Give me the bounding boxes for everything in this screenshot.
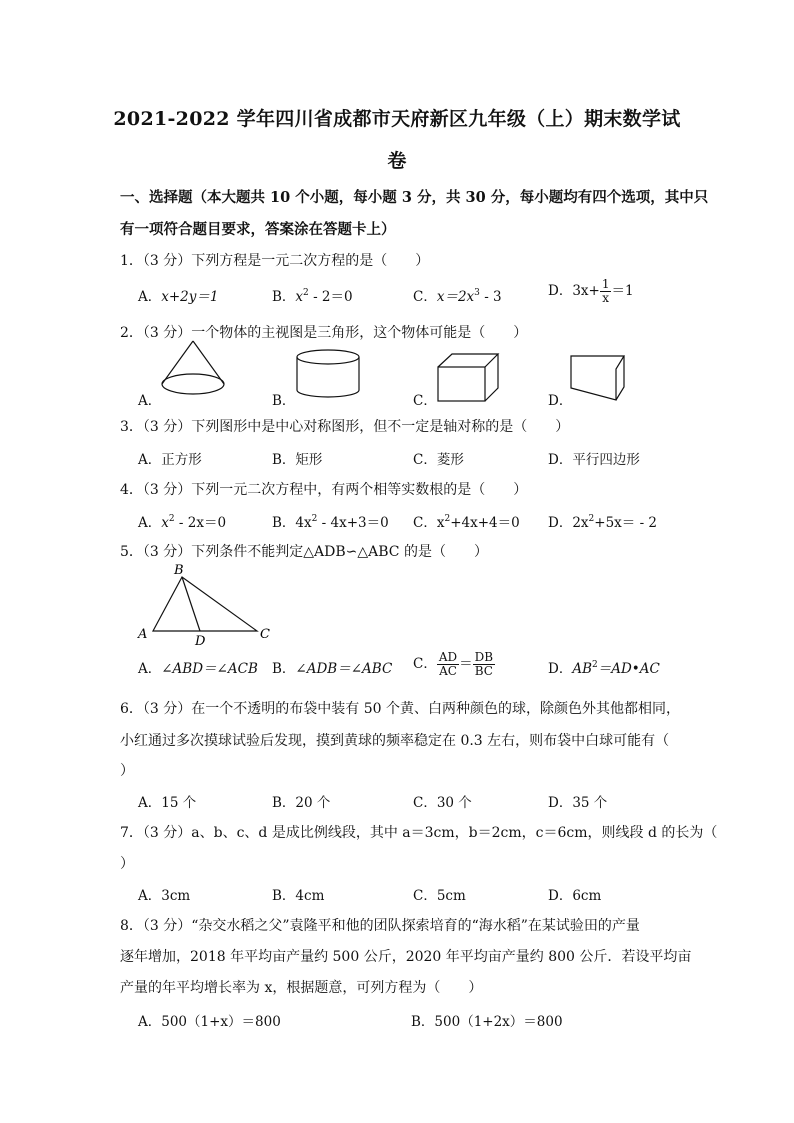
q5-d-rest: ＝AD•AC [597,661,660,677]
q5-c-den2: BC [474,664,493,678]
q5-c-label: C． [413,656,437,672]
q7-option-c: C．5cm [413,888,466,904]
q4-b-label: B．4x [272,515,312,531]
q2-stem: 2．（3 分）一个物体的主视图是三角形，这个物体可能是（ ） [120,325,528,341]
q7-option-b: B．4cm [272,888,325,904]
q5-a-label: A． [138,661,162,677]
q4-c-rest: +4x+4＝0 [450,515,520,531]
triangle-abc-figure [136,563,276,648]
point-b-label: B [174,563,184,578]
q4-a-rest: - 2x＝0 [174,515,227,531]
q6-option-c: C．30 个 [413,795,472,811]
q2-option-d: D． [548,393,573,409]
q5-stem: 5．（3 分）下列条件不能判定△ADB∽△ABC 的是（ ） [120,544,488,560]
q7-stem-line2: ） [120,856,134,872]
q6-stem-line3: ） [120,763,134,779]
exam-title-line2: 卷 [387,150,407,172]
q4-d-rest: +5x＝ - 2 [594,515,658,531]
q3-option-b: B．矩形 [272,452,323,468]
q1-d-fraction [600,278,612,305]
q4-b-rest: - 4x+3＝0 [317,515,389,531]
q1-b-x: x [295,289,304,305]
q1-b-sup: 2 [303,288,309,298]
q5-option-d [548,657,660,677]
q4-option-d [548,511,657,531]
q4-a-label: A． [138,515,162,531]
q5-d-ab: AB [572,661,592,677]
point-d-label: D [195,634,206,649]
q2-option-c: C． [413,393,437,409]
q6-stem-line1: 6．（3 分）在一个不透明的布袋中装有 50 个黄、白两种颜色的球，除颜色外其他都相同， [120,701,680,717]
q5-b-label: B． [272,661,296,677]
q5-c-fraction-2 [473,651,495,678]
q5-b-expr: ∠ADB＝∠ABC [295,661,393,677]
q5-option-b [272,657,392,677]
q8-option-a: A．500（1+x）＝800 [138,1014,281,1030]
q8-stem-line2: 逐年增加，2018 年平均亩产量约 500 公斤，2020 年平均亩产量约 800 公斤．若设平均亩 [120,949,692,965]
exam-title-line1: 2021-2022 学年四川省成都市天府新区九年级（上）期末数学试 [113,108,681,130]
section-heading-line2: 有一项符合题目要求，答案涂在答题卡上） [120,221,396,238]
q2-option-b: B． [272,393,296,409]
q4-option-b [272,511,389,531]
q1-d-rest: ＝1 [611,283,634,299]
q3-option-c: C．菱形 [413,452,464,468]
q7-option-d: D．6cm [548,888,602,904]
q3-option-a: A．正方形 [138,452,202,468]
q7-option-a: A．3cm [138,888,191,904]
q4-b-sup: 2 [311,514,318,524]
q1-d-num: 1 [601,277,610,291]
q4-d-label: D．2x [548,515,589,531]
q6-option-d: D．35 个 [548,795,608,811]
q8-stem-line1: 8．（3 分）“杂交水稻之父”袁隆平和他的团队探索培育的“海水稻”在某试验田的产量 [120,918,640,934]
q5-option-a [138,657,258,677]
q3-stem: 3．（3 分）下列图形中是中心对称图形，但不一定是轴对称的是（ ） [120,419,570,435]
q6-option-a: A．15 个 [138,795,197,811]
q1-d-label: D．3x+ [548,283,600,299]
q1-a-label: A． [138,289,162,305]
cone-figure [158,338,228,400]
q2-option-a: A． [138,393,162,409]
q1-option-c [413,285,502,305]
point-a-label: A [138,627,148,642]
q4-a-sup: 2 [168,514,175,524]
q1-a-expr: x+2y＝1 [161,289,219,305]
q5-a-expr: ∠ABD＝∠ACB [161,661,258,677]
q5-c-fraction-1 [437,651,459,678]
q4-c-label: C．x [413,515,445,531]
q7-stem-line1: 7．（3 分）a、b、c、d 是成比例线段，其中 a＝3cm，b＝2cm，c＝6cm，则线段 d 的长为（ [120,825,718,841]
q1-option-d [548,278,634,305]
cylinder-figure [294,348,364,404]
q5-c-eq: ＝ [459,656,473,672]
q4-option-c [413,511,520,531]
q4-stem: 4．（3 分）下列一元二次方程中，有两个相等实数根的是（ ） [120,482,528,498]
q1-option-a [138,285,218,305]
q5-c-num2: DB [474,650,494,664]
q6-stem-line2: 小红通过多次摸球试验后发现，摸到黄球的频率稳定在 0.3 左右，则布袋中白球可能有（ [120,733,670,749]
q3-option-d: D．平行四边形 [548,452,640,468]
q5-option-c [413,651,495,678]
q1-c-label: C． [413,289,437,305]
q1-d-den: x [602,291,610,305]
section-heading-line1: 一、选择题（本大题共 10 个小题，每小题 3 分，共 30 分，每小题均有四个选项，其中只 [120,189,709,206]
cuboid-figure [436,352,502,404]
q8-stem-line3: 产量的年平均增长率为 x，根据题意，可列方程为（ ） [120,980,483,996]
q1-b-rest: - 2＝0 [308,289,353,305]
q4-a-x: x [161,515,169,531]
q8-option-b: B．500（1+2x）＝800 [411,1014,563,1030]
q6-option-b: B．20 个 [272,795,331,811]
q1-c-rest: - 3 [479,289,502,305]
q5-d-label: D． [548,661,573,677]
q1-stem: 1．（3 分）下列方程是一元二次方程的是（ ） [120,253,430,269]
q5-c-den1: AC [439,664,457,678]
q1-b-label: B． [272,289,296,305]
q5-c-num1: AD [438,650,458,664]
q4-d-sup: 2 [588,514,595,524]
q1-c-sup: 3 [474,288,480,298]
q4-c-sup: 2 [444,514,451,524]
q1-option-b [272,285,353,305]
q4-option-a [138,511,226,531]
point-c-label: C [260,627,270,642]
triangular-prism-figure [568,352,628,404]
q1-c-x: x＝2x [436,289,475,305]
q5-d-sup: 2 [592,660,598,670]
